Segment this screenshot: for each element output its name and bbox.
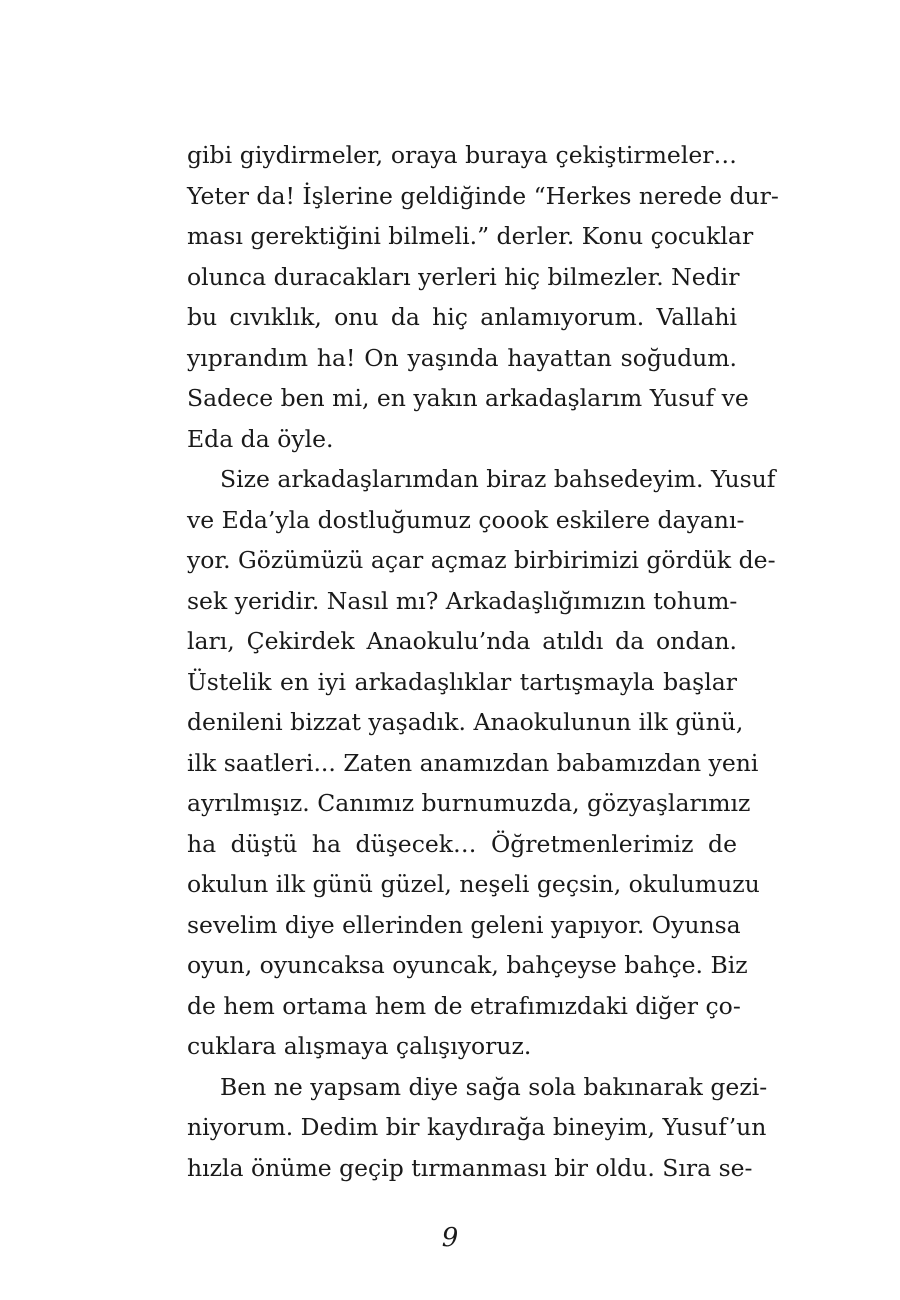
text-line: oyun, oyuncaksa oyuncak, bahçeyse bahçe. Biz (187, 951, 748, 979)
text-line: Üstelik en iyi arkadaşlıklar tartışmayla başlar (187, 667, 737, 696)
page-number: 9 (441, 1223, 459, 1253)
text-line: bu cıvıklık, onu da hiç anlamıyorum. Vallahi (187, 303, 737, 331)
text-line: de hem ortama hem de etrafımızdaki diğer ço- (187, 991, 741, 1020)
text-line: denileni bizzat yaşadık. Anaokulunun ilk günü, (187, 708, 744, 736)
text-line: ları, Çekirdek Anaokulu’nda atıldı da ondan. (187, 627, 737, 655)
text-line: sevelim diye ellerinden geleni yapıyor. Oyunsa (187, 910, 741, 939)
text-line: okulun ilk günü güzel, neşeli geçsin, okulumuzu (187, 870, 760, 898)
text-line: Eda da öyle. (187, 424, 334, 453)
text-line: Ben ne yapsam diye sağa sola bakınarak gezi- (220, 1072, 768, 1101)
text-line: yıprandım ha! On yaşında hayattan soğudum. (187, 343, 737, 372)
text-line: ilk saatleri... Zaten anamızdan babamızdan yeni (187, 748, 759, 777)
text-line: ayrılmışız. Canımız burnumuzda, gözyaşlarımız (187, 789, 751, 817)
text-line: ve Eda’yla dostluğumuz çoook eskilere dayanı- (187, 505, 745, 534)
text-line: yor. Gözümüzü açar açmaz birbirimizi gördük de- (187, 546, 776, 574)
body-text (187, 135, 779, 1188)
text-line: olunca duracakları yerleri hiç bilmezler. Nedir (187, 262, 740, 291)
text-line: cuklara alışmaya çalışıyoruz. (187, 1032, 532, 1060)
text-line: sek yeridir. Nasıl mı? Arkadaşlığımızın tohum- (187, 586, 738, 615)
text-line: hızla önüme geçip tırmanması bir oldu. Sıra se- (187, 1153, 753, 1182)
text-line: ha düştü ha düşecek… Öğretmenlerimiz de (187, 829, 737, 858)
text-line: niyorum. Dedim bir kaydırağa bineyim, Yusuf’un (187, 1113, 767, 1141)
text-line: Yeter da! İşlerine geldiğinde “Herkes nerede dur- (187, 181, 779, 210)
text-line: Sadece ben mi, en yakın arkadaşlarım Yusuf ve (187, 384, 749, 412)
text-line: ması gerektiğini bilmeli.” derler. Konu çocuklar (187, 222, 754, 250)
text-line: gibi giydirmeler, oraya buraya çekiştirmeler… (187, 141, 737, 169)
text-line: Size arkadaşlarımdan biraz bahsedeyim. Yusuf (220, 465, 776, 493)
